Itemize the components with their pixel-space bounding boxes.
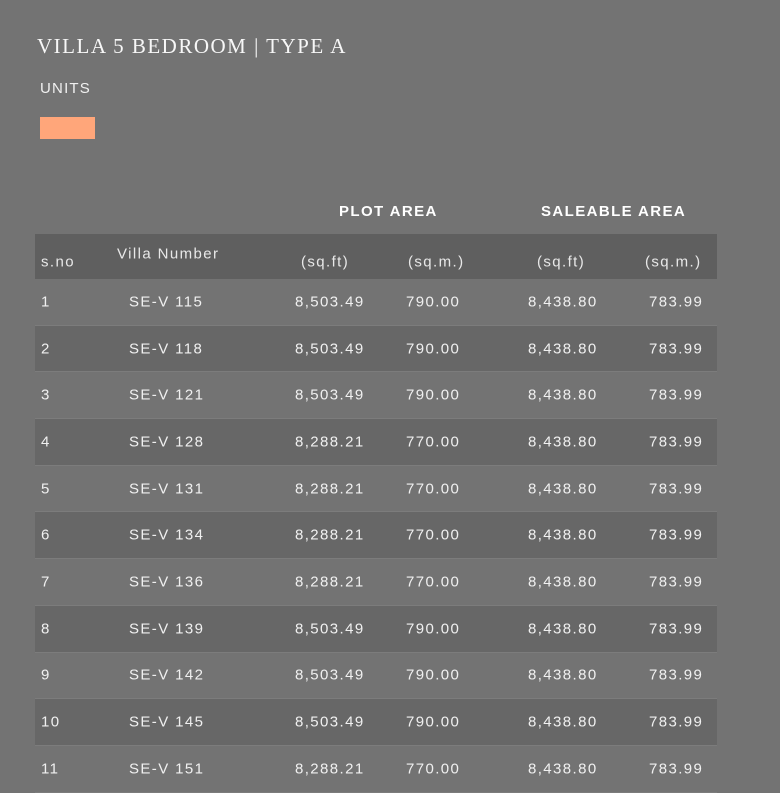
cell-saleable-sqm: 783.99: [649, 433, 704, 451]
cell-sno: 8: [41, 620, 51, 638]
saleable-area-heading: SALEABLE AREA: [541, 203, 687, 220]
cell-sno: 11: [41, 760, 60, 778]
cell-villa-number: SE-V 134: [129, 526, 205, 544]
cell-sno: 2: [41, 340, 51, 358]
table-row: [35, 699, 717, 746]
units-label: UNITS: [40, 80, 91, 97]
cell-saleable-sqm: 783.99: [649, 386, 704, 404]
cell-plot-sqft: 8,288.21: [295, 573, 365, 591]
cell-plot-sqm: 770.00: [406, 760, 461, 778]
table-body: [35, 279, 717, 793]
cell-saleable-sqm: 783.99: [649, 293, 704, 311]
cell-plot-sqm: 770.00: [406, 433, 461, 451]
table-row: [35, 326, 717, 373]
cell-sno: 1: [41, 293, 51, 311]
page-title: VILLA 5 BEDROOM | TYPE A: [37, 34, 347, 58]
cell-sno: 9: [41, 666, 51, 684]
cell-plot-sqft: 8,503.49: [295, 620, 365, 638]
cell-saleable-sqft: 8,438.80: [528, 620, 598, 638]
table-row: [35, 606, 717, 653]
cell-villa-number: SE-V 118: [129, 340, 204, 358]
cell-saleable-sqft: 8,438.80: [528, 713, 598, 731]
cell-villa-number: SE-V 139: [129, 620, 205, 638]
cell-plot-sqft: 8,503.49: [295, 340, 365, 358]
cell-saleable-sqm: 783.99: [649, 573, 704, 591]
cell-saleable-sqft: 8,438.80: [528, 760, 598, 778]
cell-saleable-sqm: 783.99: [649, 526, 704, 544]
cell-plot-sqm: 790.00: [406, 386, 461, 404]
column-header-plot-sqft: (sq.ft): [301, 253, 350, 271]
cell-sno: 6: [41, 526, 51, 544]
cell-villa-number: SE-V 151: [129, 760, 205, 778]
cell-saleable-sqm: 783.99: [649, 620, 704, 638]
column-header-sno: s.no: [41, 253, 75, 271]
table-row: [35, 653, 717, 700]
plot-area-heading: PLOT AREA: [339, 203, 438, 220]
column-header-plot-sqm: (sq.m.): [408, 253, 465, 271]
table-row: [35, 746, 717, 793]
cell-plot-sqm: 790.00: [406, 620, 461, 638]
table-row: [35, 419, 717, 466]
cell-villa-number: SE-V 131: [129, 480, 205, 498]
cell-sno: 7: [41, 573, 51, 591]
cell-saleable-sqft: 8,438.80: [528, 480, 598, 498]
table-row: [35, 512, 717, 559]
cell-plot-sqft: 8,503.49: [295, 386, 365, 404]
cell-saleable-sqm: 783.99: [649, 713, 704, 731]
table-row: [35, 466, 717, 513]
table-row: [35, 372, 717, 419]
cell-plot-sqft: 8,503.49: [295, 293, 365, 311]
cell-saleable-sqft: 8,438.80: [528, 573, 598, 591]
cell-saleable-sqm: 783.99: [649, 760, 704, 778]
cell-saleable-sqm: 783.99: [649, 340, 704, 358]
table-row: [35, 279, 717, 326]
cell-sno: 4: [41, 433, 51, 451]
cell-villa-number: SE-V 121: [129, 386, 205, 404]
cell-plot-sqft: 8,288.21: [295, 526, 365, 544]
column-header-villa-number: Villa Number: [117, 245, 220, 263]
cell-plot-sqm: 770.00: [406, 480, 461, 498]
cell-villa-number: SE-V 142: [129, 666, 205, 684]
cell-villa-number: SE-V 145: [129, 713, 205, 731]
column-header-saleable-sqm: (sq.m.): [645, 253, 702, 271]
cell-sno: 10: [41, 713, 61, 731]
cell-saleable-sqm: 783.99: [649, 480, 704, 498]
cell-plot-sqft: 8,288.21: [295, 760, 365, 778]
cell-saleable-sqft: 8,438.80: [528, 340, 598, 358]
cell-saleable-sqft: 8,438.80: [528, 293, 598, 311]
cell-plot-sqft: 8,288.21: [295, 480, 365, 498]
units-legend-swatch: [40, 117, 95, 139]
cell-villa-number: SE-V 136: [129, 573, 205, 591]
cell-sno: 5: [41, 480, 51, 498]
cell-plot-sqft: 8,503.49: [295, 713, 365, 731]
cell-plot-sqm: 790.00: [406, 666, 461, 684]
cell-plot-sqft: 8,288.21: [295, 433, 365, 451]
cell-plot-sqm: 790.00: [406, 293, 461, 311]
table-header-row: [35, 234, 717, 279]
cell-villa-number: SE-V 115: [129, 293, 204, 311]
cell-plot-sqm: 770.00: [406, 573, 461, 591]
cell-saleable-sqm: 783.99: [649, 666, 704, 684]
table-row: [35, 559, 717, 606]
cell-saleable-sqft: 8,438.80: [528, 433, 598, 451]
cell-saleable-sqft: 8,438.80: [528, 386, 598, 404]
column-header-saleable-sqft: (sq.ft): [537, 253, 586, 271]
cell-plot-sqft: 8,503.49: [295, 666, 365, 684]
cell-plot-sqm: 770.00: [406, 526, 461, 544]
cell-plot-sqm: 790.00: [406, 713, 461, 731]
cell-villa-number: SE-V 128: [129, 433, 205, 451]
cell-sno: 3: [41, 386, 51, 404]
units-table: [35, 234, 717, 793]
cell-saleable-sqft: 8,438.80: [528, 666, 598, 684]
cell-saleable-sqft: 8,438.80: [528, 526, 598, 544]
cell-plot-sqm: 790.00: [406, 340, 461, 358]
